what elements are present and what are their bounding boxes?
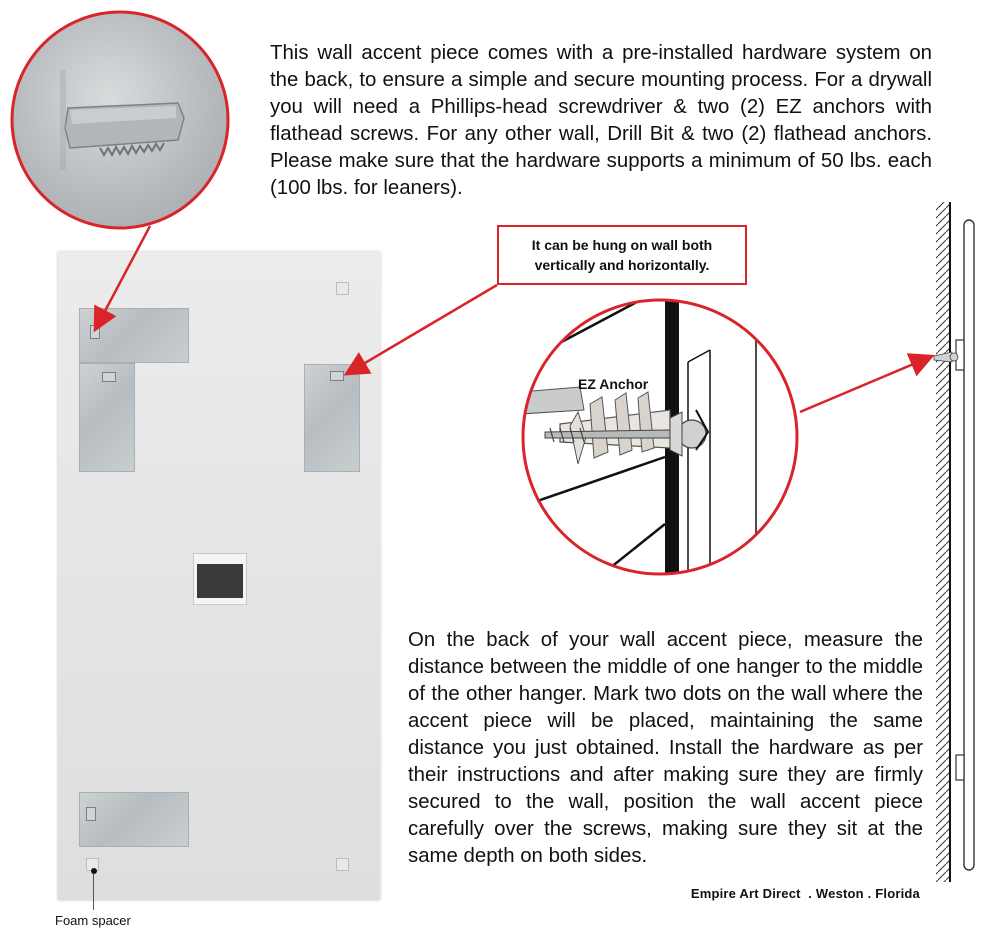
instructions-paragraph: On the back of your wall accent piece, measure the distance between the middle of one hanger to the middle of the other hanger. Mark two dots on the wall where the accent piece will be placed, maintaining the same distance you just obtained. Install the hardware as per their instructions and after making sure they are firmly secured to the wall, position the wall accent piece carefully over the screws, making sure they sit at the same depth on both sides. xyxy=(408,629,923,867)
footer-brand: Empire Art Direct . Weston . Florida xyxy=(690,886,920,901)
orientation-callout: It can be hung on wall both vertically and horizontally. xyxy=(497,225,747,285)
ez-anchor-label: EZ Anchor xyxy=(578,376,649,392)
arrow-circle-to-hanger xyxy=(96,226,150,328)
arrow-anchor-to-wall xyxy=(800,357,930,412)
foam-spacer-label: Foam spacer xyxy=(55,913,131,928)
intro-paragraph: This wall accent piece comes with a pre-installed hardware system on the back, to ensure a simple and secure mounting process. For a drywall you will need a Phillips-head screwdriver & two (2) EZ anchors with flathead screws. For any other wall, Drill Bit & two (2) flathead anchors. Please make sure that the hardware supports a minimum of 50 lbs. each (100 lbs. for leaners). xyxy=(270,42,932,199)
arrow-callout-to-right-hanger xyxy=(348,285,497,373)
